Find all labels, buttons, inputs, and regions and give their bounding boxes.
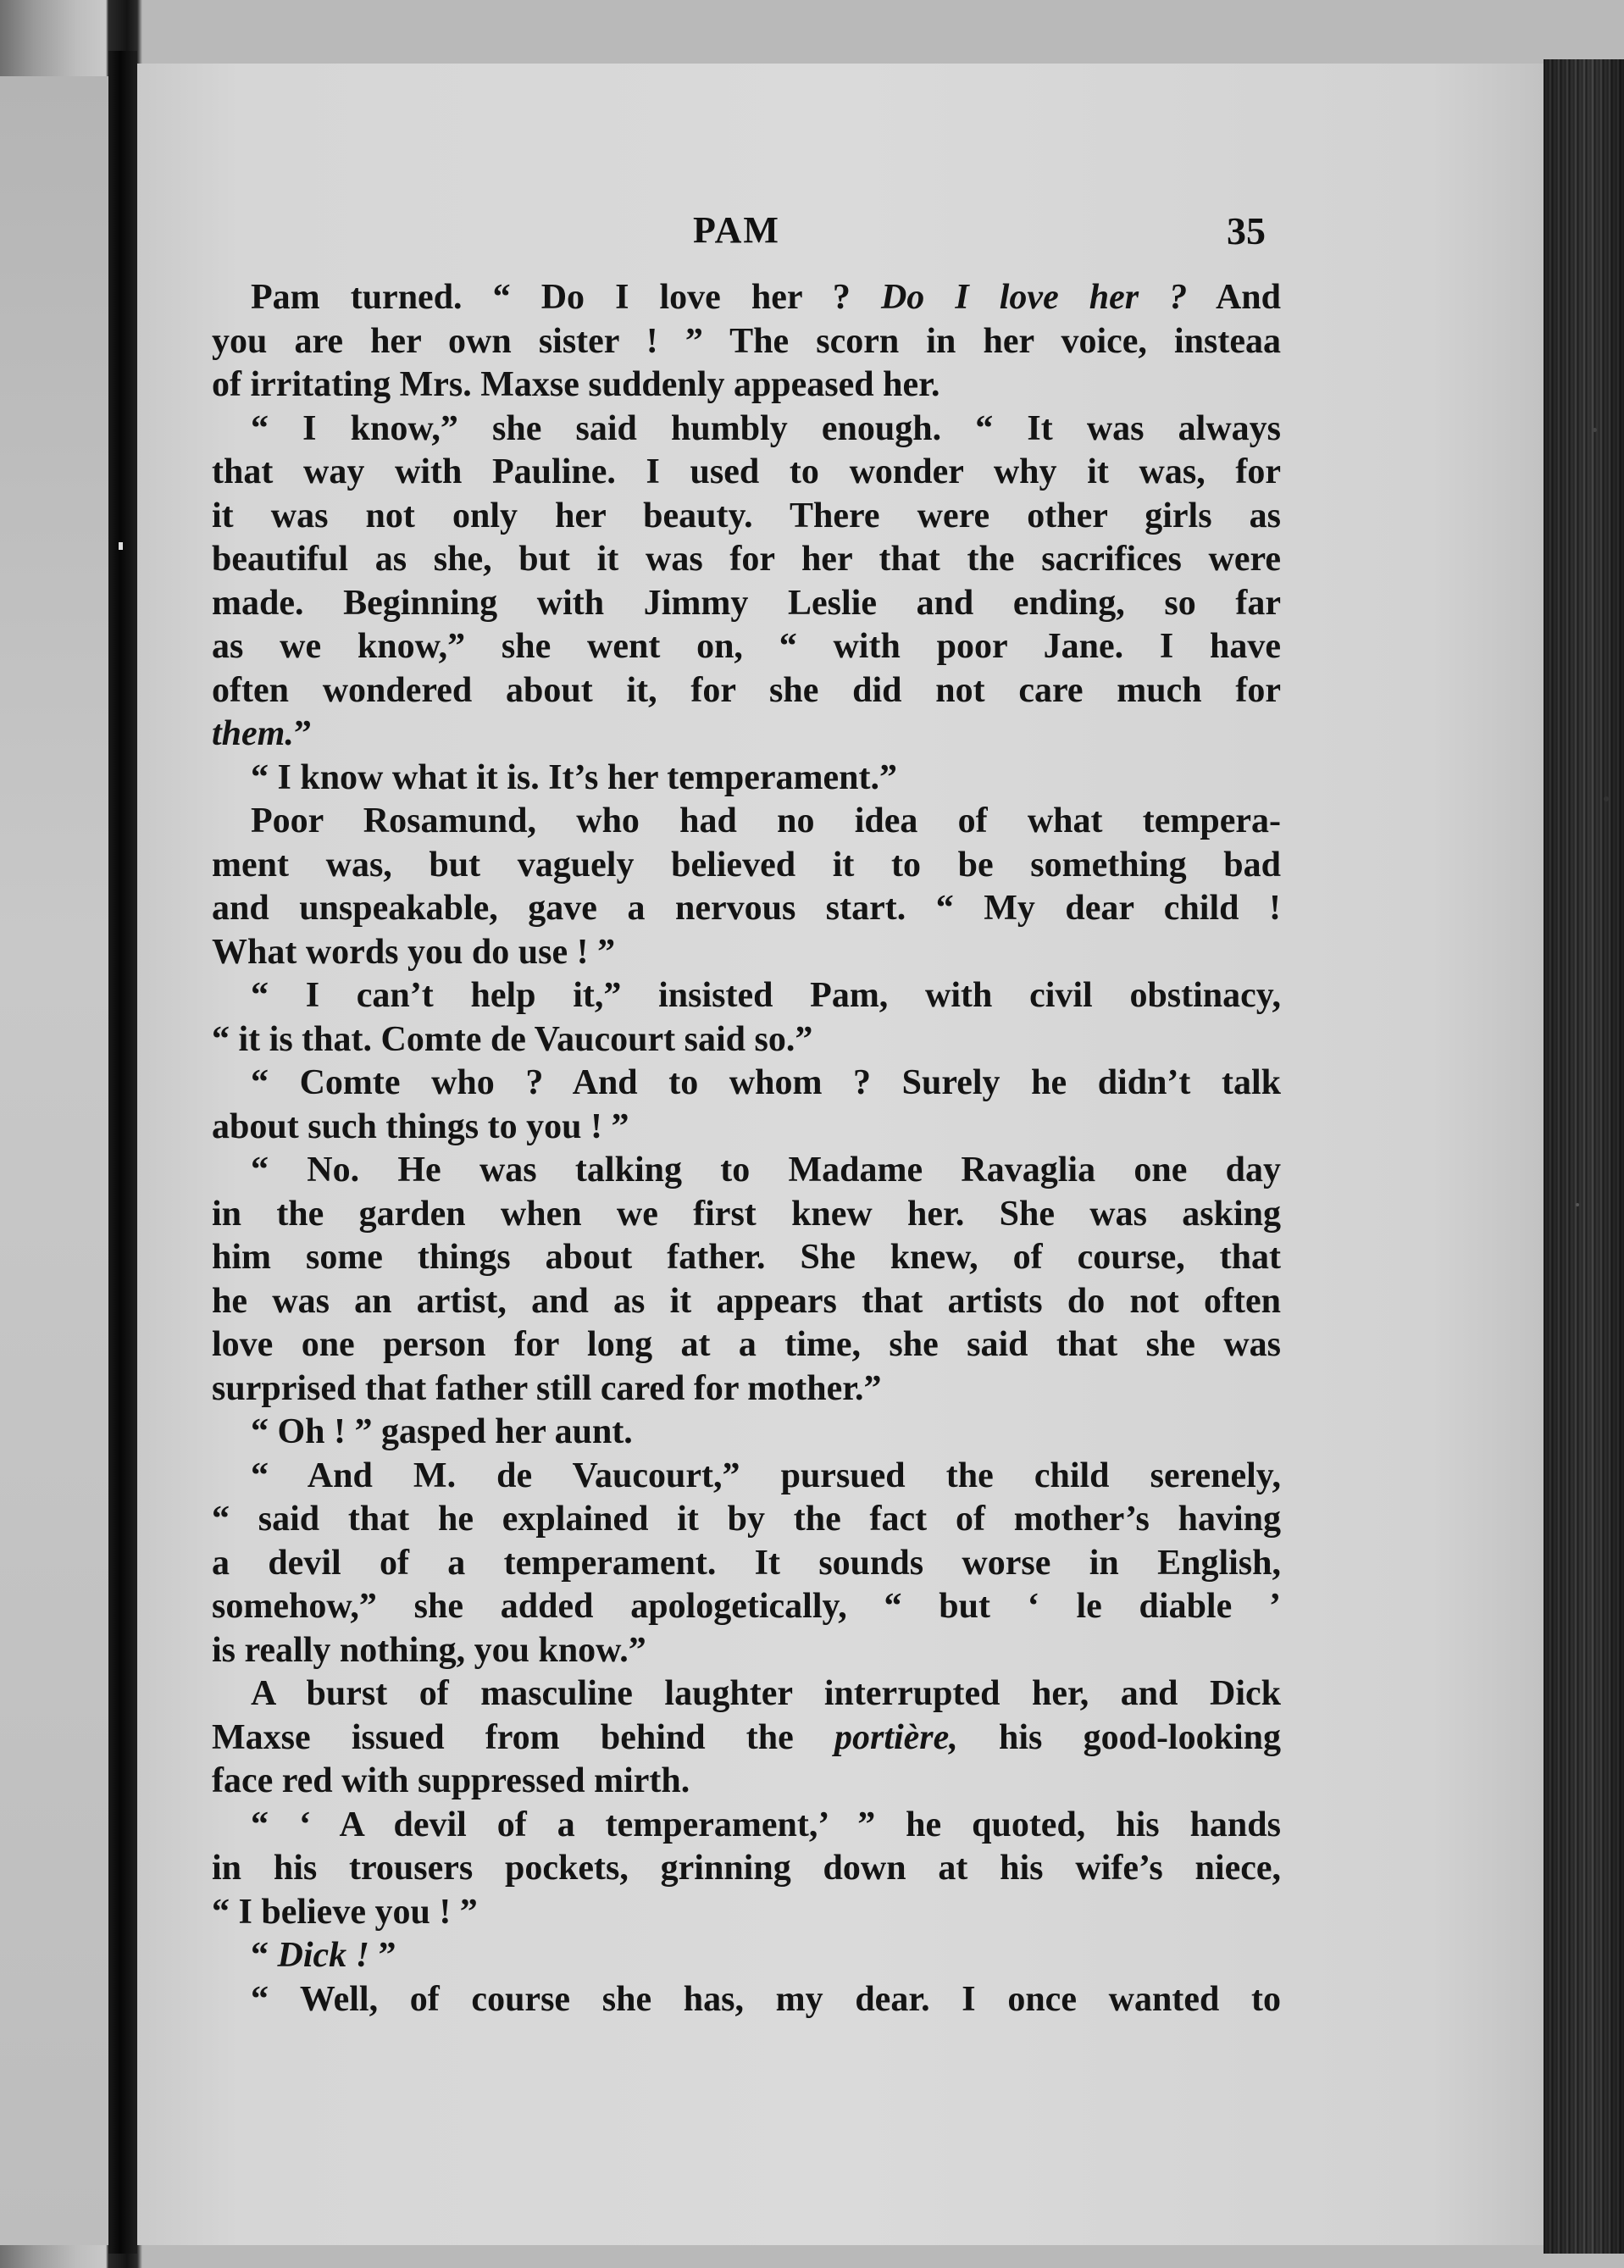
page-number: 35 [1227, 209, 1266, 252]
text-line [212, 1106, 1281, 1150]
scan-speck [1576, 1203, 1579, 1206]
text-line [212, 887, 1281, 931]
text-segment: of irritating Mrs. Maxse suddenly appeased her. [212, 365, 940, 404]
text-segment: surprised that father still cared for mother.” [212, 1368, 882, 1408]
text-segment: that way with Pauline. I used to wonder why it was, for [212, 452, 1281, 491]
text-segment: “ Well, of course she has, my dear. I once wanted to [251, 1979, 1281, 2019]
text-line [212, 1847, 1281, 1891]
text-line [212, 669, 1281, 713]
text-segment: as we know,” she went on, “ with poor Jane. I have [212, 627, 1281, 666]
text-line [212, 1934, 1281, 1978]
text-segment: he was an artist, and as it appears that artists do not often [212, 1281, 1281, 1321]
text-segment: “ I know,” she said humbly enough. “ It was always [251, 408, 1281, 448]
text-segment: him some things about father. She knew, of course, that [212, 1238, 1281, 1277]
text-segment: “ said that he explained it by the fact of mother’s having [212, 1500, 1281, 1539]
text-line [212, 1804, 1281, 1848]
text-line [212, 408, 1281, 452]
text-segment: ” [293, 714, 312, 753]
text-line [212, 1193, 1281, 1237]
scan-speck [1604, 796, 1609, 801]
text-line [212, 582, 1281, 626]
running-title: PAM [693, 209, 780, 251]
text-segment: Pam turned. “ Do I love her ? [251, 278, 881, 317]
text-line [212, 1629, 1281, 1673]
text-segment: made. Beginning with Jimmy Leslie and ending, so far [212, 583, 1281, 623]
text-line [212, 1280, 1281, 1324]
text-segment: in his trousers pockets, grinning down at his wife’s niece, [212, 1849, 1281, 1888]
text-line [212, 931, 1281, 975]
text-line [212, 844, 1281, 888]
text-segment: And [1187, 278, 1282, 317]
text-segment: “ Comte who ? And to whom ? Surely he didn’t talk [251, 1063, 1281, 1102]
text-segment: often wondered about it, for she did not care much for [212, 670, 1281, 710]
text-line [212, 1062, 1281, 1106]
text-line [212, 1498, 1281, 1542]
text-line [212, 800, 1281, 844]
text-line [212, 974, 1281, 1018]
text-line [212, 1542, 1281, 1586]
text-segment: “ I know what it is. It’s her temperament.” [251, 757, 897, 797]
text-segment: “ And M. de Vaucourt,” pursued the child serenely, [251, 1456, 1281, 1495]
text-line [212, 1018, 1281, 1062]
text-segment: somehow,” she added apologetically, “ but ‘ le diable ’ [212, 1587, 1281, 1626]
text-segment: “ I can’t help it,” insisted Pam, with civil obstinacy, [251, 976, 1281, 1015]
text-segment: ” [369, 1936, 396, 1975]
text-line [212, 1672, 1281, 1716]
text-segment: it was not only her beauty. There were other girls as [212, 496, 1281, 535]
text-line [212, 1585, 1281, 1629]
text-line [212, 1236, 1281, 1280]
text-segment: you are her own sister ! ” The scorn in her voice, insteaa [212, 321, 1281, 361]
text-line [212, 1978, 1281, 2022]
scan-speck [119, 542, 123, 550]
scan-speck [1593, 428, 1597, 432]
page-stack-shadow [1544, 59, 1624, 2254]
book-gutter [108, 51, 137, 2254]
text-segment: his good-looking [957, 1717, 1281, 1757]
text-line [212, 276, 1281, 320]
text-line [212, 1455, 1281, 1499]
italic-segment: Do I love her ? [880, 278, 1188, 317]
text-line [212, 1891, 1281, 1935]
text-segment: “ No. He was talking to Madame Ravaglia one day [251, 1151, 1281, 1189]
facing-page-edge [0, 76, 108, 2245]
text-line [212, 538, 1281, 582]
text-line [212, 363, 1281, 408]
text-segment: A burst of masculine laughter interrupted her, and Dick [251, 1674, 1281, 1713]
running-head [0, 208, 1624, 259]
text-segment: ment was, but vaguely believed it to be something bad [212, 845, 1281, 884]
text-segment: in the garden when we first knew her. She was asking [212, 1194, 1281, 1234]
text-segment: face red with suppressed mirth. [212, 1761, 690, 1800]
text-line [212, 1367, 1281, 1411]
body-text [212, 276, 1281, 2021]
text-segment: “ Oh ! ” gasped her aunt. [251, 1412, 633, 1451]
text-segment: about such things to you ! ” [212, 1106, 629, 1146]
text-line [212, 1411, 1281, 1455]
text-line [212, 1323, 1281, 1367]
italic-segment: portière, [834, 1717, 958, 1757]
text-line [212, 625, 1281, 669]
text-segment: “ [251, 1936, 278, 1975]
text-line [212, 757, 1281, 801]
text-line [212, 713, 1281, 757]
italic-segment: Dick ! [277, 1936, 369, 1975]
text-segment: beautiful as she, but it was for her that the sacrifices were [212, 540, 1281, 579]
text-segment: and unspeakable, gave a nervous start. “ My dear child ! [212, 889, 1281, 928]
text-segment: a devil of a temperament. It sounds worse in English, [212, 1543, 1281, 1583]
text-line [212, 320, 1281, 364]
text-segment: “ it is that. Comte de Vaucourt said so.” [212, 1019, 813, 1059]
text-line [212, 495, 1281, 539]
text-line [212, 1760, 1281, 1804]
italic-segment: them. [212, 714, 294, 753]
text-segment: “ I believe you ! ” [212, 1892, 478, 1932]
text-segment: Poor Rosamund, who had no idea of what tempera- [251, 801, 1281, 840]
text-segment: love one person for long at a time, she said that she was [212, 1325, 1281, 1364]
text-segment: is really nothing, you know.” [212, 1630, 646, 1670]
text-line [212, 1716, 1281, 1761]
text-segment: What words you do use ! ” [212, 932, 616, 972]
text-segment: Maxse issued from behind the [212, 1717, 834, 1757]
text-line [212, 451, 1281, 495]
text-segment: “ ‘ A devil of a temperament,’ ” he quoted, his hands [251, 1805, 1281, 1844]
text-line [212, 1149, 1281, 1193]
